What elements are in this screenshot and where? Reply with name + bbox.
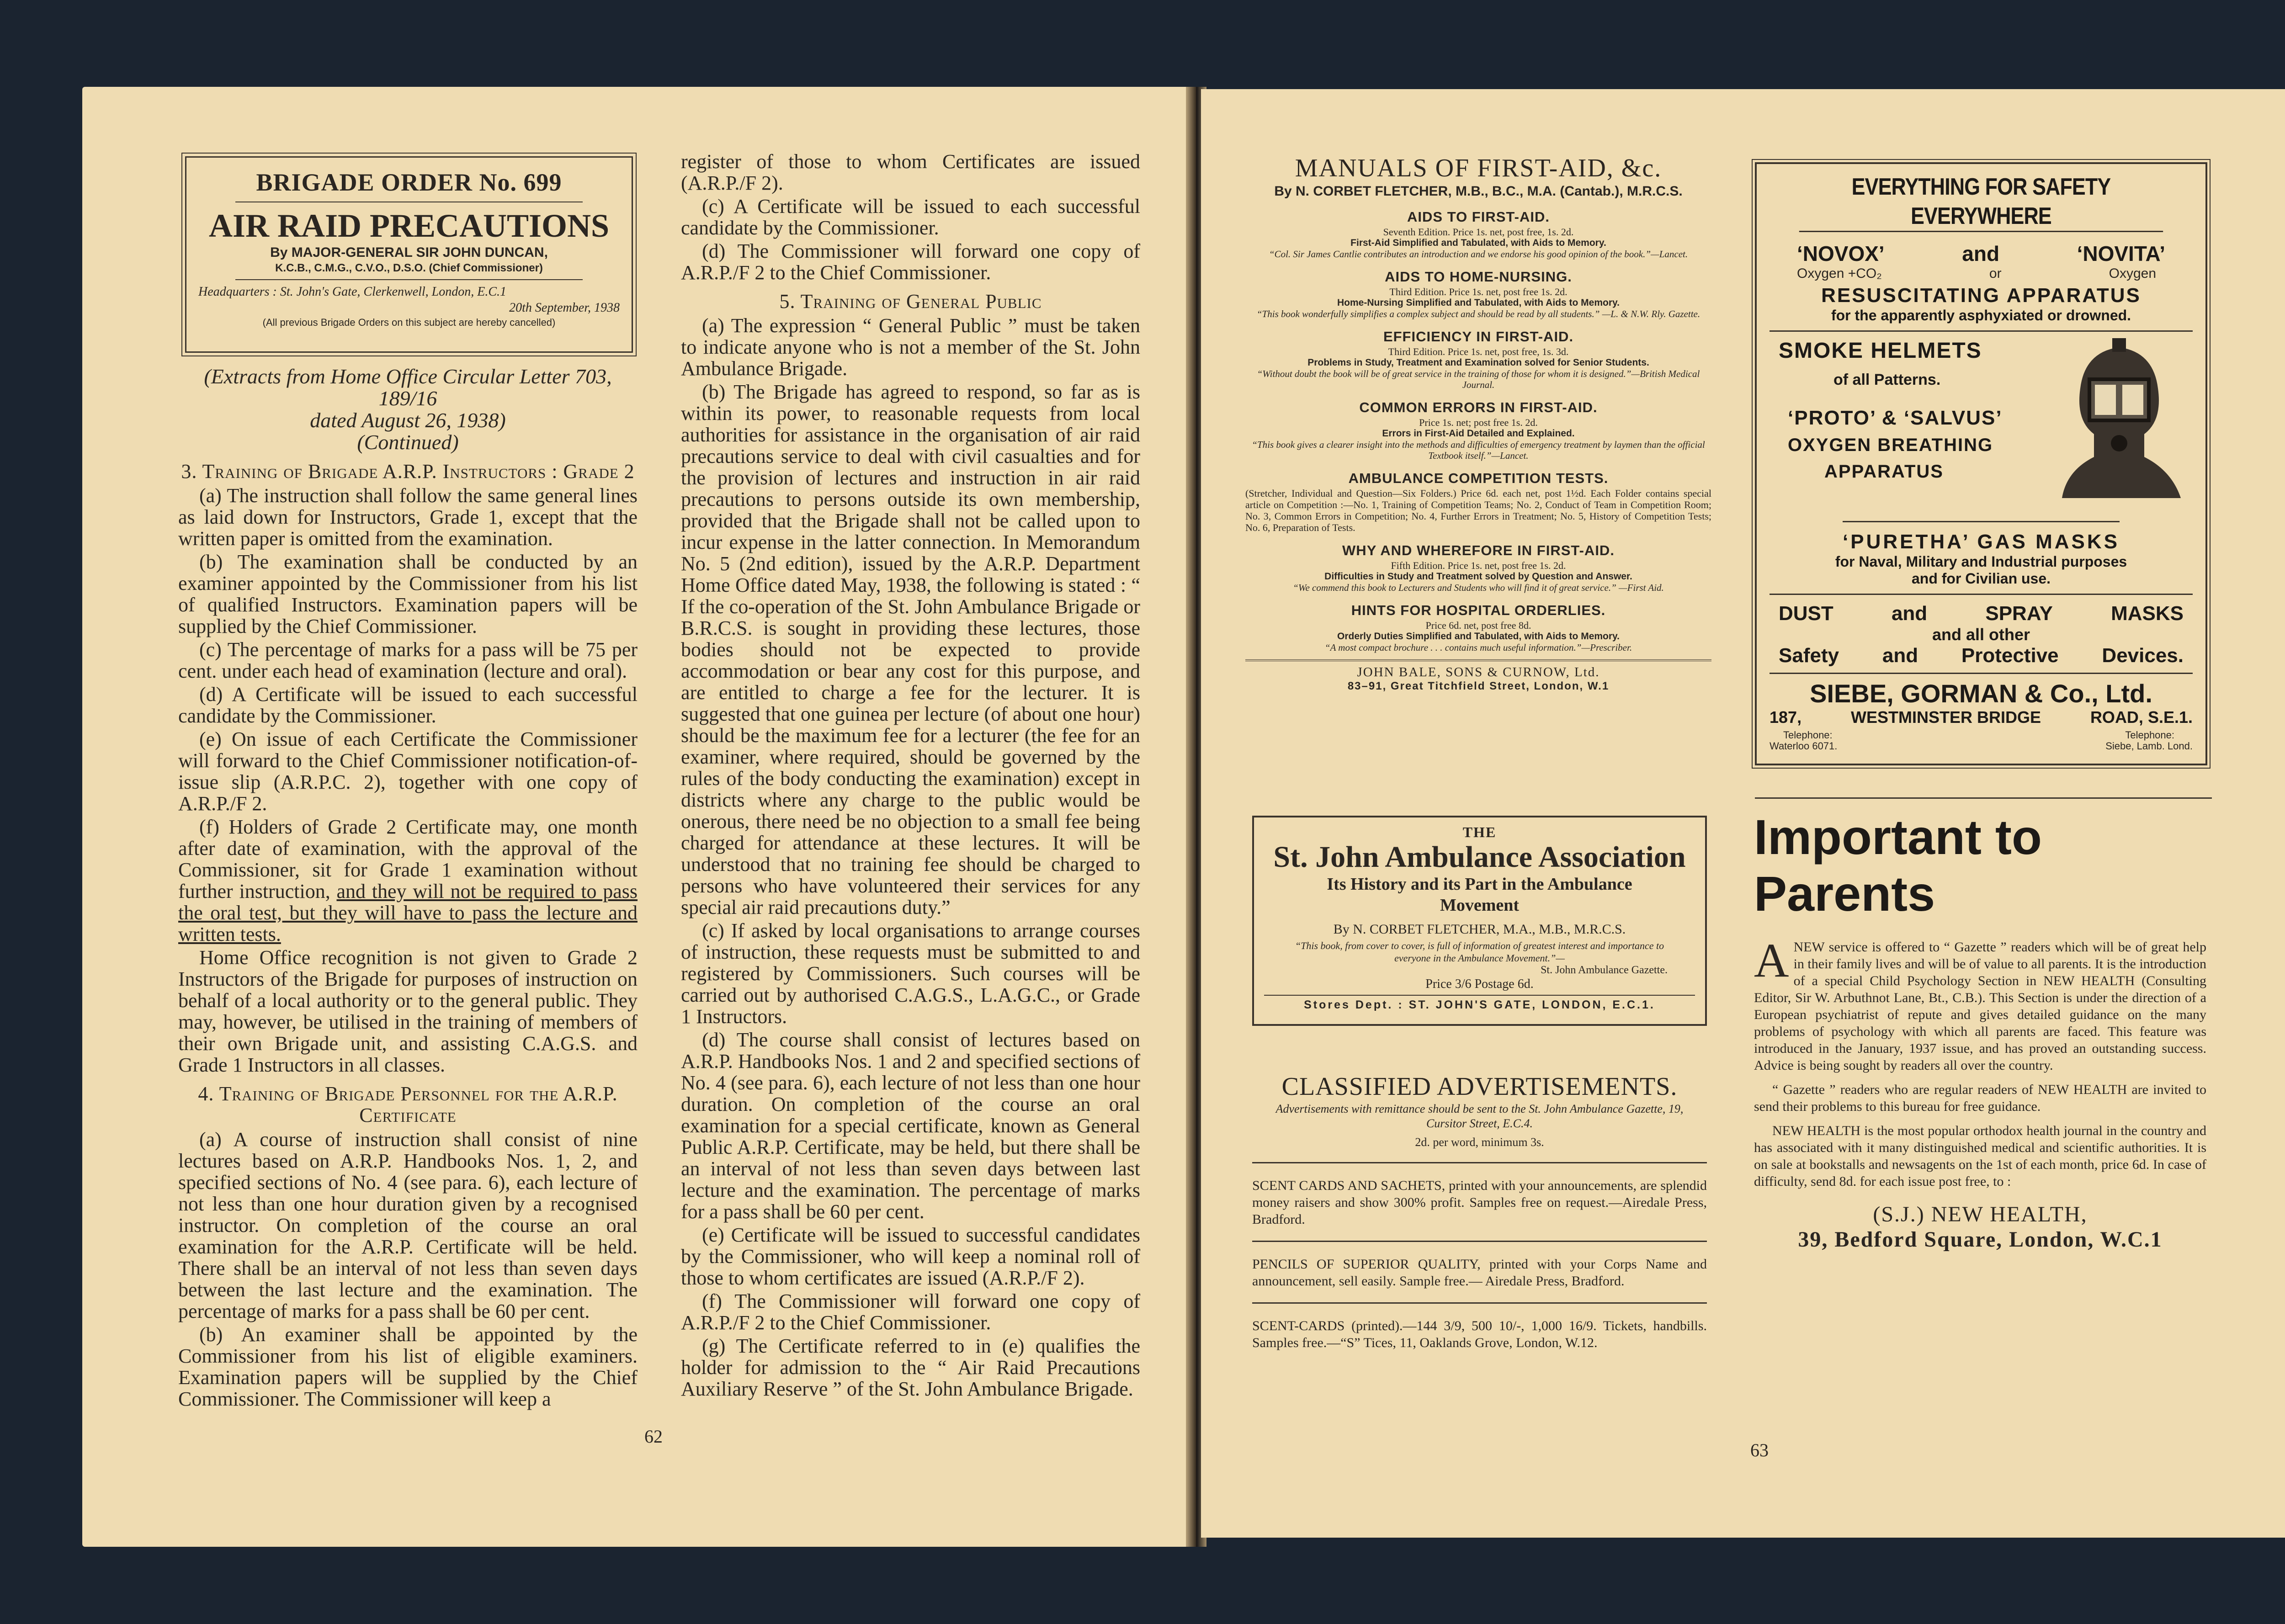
paragraph-text: (f) Holders of Grade 2 Certificate may, one month after date of examination, with the approval of the Commissioner, sit for Grade 1 examination without further instruction,	[178, 816, 638, 902]
paragraph: (g) The Certificate referred to in (e) qualifies the holder for admission to the “ Air Raid Precautions Auxiliary Reserve ” of the St. John Ambulance Brigade.	[681, 1335, 1140, 1400]
telephone-label: Telephone:	[1783, 729, 1833, 741]
siebe-headline: EVERYTHING FOR SAFETY EVERYWHERE	[1799, 172, 2163, 232]
underlined-text: and they will not be required to pass the oral test, but they will have to pass the lecture and written tests.	[178, 880, 638, 945]
manual-subtitle: Home-Nursing Simplified and Tabulated, with Aids to Memory.	[1337, 297, 1620, 308]
manual-item	[1245, 602, 1711, 653]
safety-row	[1770, 644, 2193, 667]
divider	[1252, 1162, 1707, 1163]
resus-sub: for the apparently asphyxiated or drowned.	[1831, 307, 2131, 324]
and-label: and	[1891, 602, 1928, 625]
and-label: and	[1962, 242, 2000, 265]
manual-title: AIDS TO FIRST-AID.	[1407, 209, 1550, 225]
paragraph-text: NEW service is offered to “ Gazette ” readers which will be of great help in their family lives and will be of value to all parents. It is the introduction of a special Child Psychology Section in NEW HEALTH (Consulting Editor, Sir W. Arbuthnot Lane, Bt., C.B.). This Section is under the direction of a European psychiatrist of repute and gives detailed guidance on the many problems of psychology with which all parents are faced. This feature was introduced in the January, 1937 issue, and has proved an outstanding success. Advice is being sought by readers all over the country.	[1754, 939, 2206, 1073]
proto-salvus: ‘PROTO’ & ‘SALVUS’	[1788, 407, 2003, 429]
paragraph: (d) The course shall consist of lectures based on A.R.P. Handbooks Nos. 1 and 2 and specified sections of No. 4 (see para. 6), each lecture of not less than one hour duration. On completion of the course an oral examination for a special certificate, known as General Public A.R.P. Certificate, may be held, but there shall be an interval of not less than seven days between last lecture and the examination. The percentage of marks for a pass shall be 60 per cent.	[681, 1029, 1140, 1223]
divider	[1252, 1302, 1707, 1304]
helmet-section	[1770, 338, 2193, 530]
page-number-left: 62	[644, 1426, 663, 1447]
dust-label: DUST	[1779, 602, 1833, 625]
extract-line-1: (Extracts from Home Office Circular Letter 703, 189/16	[204, 365, 612, 410]
telephone-right	[2105, 730, 2193, 752]
paragraph: (a) The expression “ General Public ” must be taken to indicate anyone who is not a member of the St. John Ambulance Brigade.	[681, 314, 1140, 380]
naval: for Naval, Military and Industrial purposes	[1835, 553, 2127, 570]
manual-review: “Col. Sir James Cantlie contributes an introduction and we endorse his good opinion of the book.”—Lancet.	[1269, 249, 1688, 260]
paragraph: (a) A course of instruction shall consist of nine lectures based on A.R.P. Handbooks Nos. 1, 2, and specified sections of No. 4 (see para. 6), each lecture of not less than one hour duration given by a recognised instructor. On completion of the course an oral examination for the A.R.P. Certificate will be held. There shall be an interval of not less than seven days between the last lecture and the examination. The percentage of marks for a pass shall be 60 per cent.	[178, 1128, 638, 1322]
divider	[1245, 659, 1711, 661]
telephone-number: Waterloo 6071.	[1770, 740, 1838, 752]
manual-title: AMBULANCE COMPETITION TESTS.	[1348, 470, 1609, 486]
left-column-1	[178, 366, 638, 1412]
paragraph: (c) If asked by local organisations to arrange courses of instruction, these requests must be submitted to and registered by Commissioners. Such courses will be carried out by authorised C.A.G.S., L.A.G.C., or Grade 1 Instructors.	[681, 919, 1140, 1028]
oxygen-co2-label: Oxygen +CO₂	[1797, 266, 1882, 281]
civilian: and for Civilian use.	[1911, 570, 2051, 587]
paragraph: (b) The examination shall be conducted by an examiner appointed by the Commissioner from his list of qualified Instructors. Examination papers will be supplied by the Chief Commissioner.	[178, 551, 638, 637]
divider	[1770, 594, 2193, 595]
classified-ad: PENCILS OF SUPERIOR QUALITY, printed with your Corps Name and announcement, sell easily. Sample free.— Airedale Press, Bradford.	[1252, 1257, 1707, 1289]
sja-price: Price 3/6 Postage 6d.	[1425, 977, 1534, 991]
manual-price: Fifth Edition. Price 1s. net, post free 1s. 2d.	[1391, 560, 1566, 571]
manuals-publisher: JOHN BALE, SONS & CURNOW, Ltd.	[1357, 665, 1600, 679]
manual-item	[1245, 470, 1711, 533]
novox-row	[1770, 241, 2193, 266]
parents-headline-2: Parents	[1754, 866, 1935, 921]
oxygen-row	[1770, 266, 2193, 281]
parents-ad	[1754, 809, 2206, 1252]
masks-label: MASKS	[2111, 602, 2184, 625]
manual-title: AIDS TO HOME-NURSING.	[1385, 269, 1572, 285]
brigade-order-box	[185, 156, 633, 353]
manual-price: Third Edition. Price 1s. net, post free 1s. 2d.	[1389, 286, 1568, 297]
paragraph: (a) The instruction shall follow the same general lines as laid down for Instructors, Grade 1, except that the written paper is omitted from the examination.	[178, 484, 638, 550]
paragraph: Home Office recognition is not given to Grade 2 Instructors of the Brigade for purposes of instruction on behalf of a local authority or to the general public. They may, however, be utilised in the training of members of their own Brigade unit, and assisting C.A.G.S. and Grade 1 Instructors in all classes.	[178, 946, 638, 1076]
paragraph: (d) The Commissioner will forward one copy of A.R.P./F 2 to the Chief Commissioner.	[681, 240, 1140, 284]
brigade-order-honours: K.C.B., C.M.G., C.V.O., D.S.O. (Chief Commissioner)	[275, 262, 543, 274]
sja-title: St. John Ambulance Association	[1273, 840, 1686, 874]
manuals-title: MANUALS OF FIRST-AID, &c.	[1295, 154, 1662, 182]
classified-note: Advertisements with remittance should be sent to the St. John Ambulance Gazette, 19, Cursitor Street, E.C.4.	[1275, 1102, 1684, 1130]
siebe-gorman-ad	[1755, 162, 2207, 765]
manual-price: (Stretcher, Individual and Question—Six Folders.) Price 6d. each net, post 1½d. Each Folder contains special article on Competition :—No. 1, Training of Competition Teams; No. 2, Conduct of Team in Competition Room; No. 3, Common Errors in Competition; No. 4, Further Errors in Treatment; No. 5, History of Competition Tests; No. 6, Preparation of Tests.	[1245, 488, 1711, 533]
safety-label: Safety	[1779, 644, 1839, 667]
street-name: WESTMINSTER BRIDGE	[1851, 708, 2041, 727]
manual-item	[1245, 329, 1711, 390]
smoke-sub: of all Patterns.	[1833, 371, 1941, 388]
siebe-telephones	[1770, 730, 2193, 752]
manual-price: Seventh Edition. Price 1s. net, post free, 1s. 2d.	[1383, 226, 1574, 238]
paragraph: (c) A Certificate will be issued to each successful candidate by the Commissioner.	[681, 195, 1140, 239]
sja-quote: “This book, from cover to cover, is full of information of greatest interest and importance to everyone in the Ambulance Movement.”—	[1295, 940, 1664, 964]
section-4-heading: 4. Training of Brigade Personnel for the A.R.P. Certificate	[198, 1083, 618, 1126]
paragraph	[178, 816, 638, 945]
devices-label: Devices.	[2102, 644, 2184, 667]
classified-title: CLASSIFIED ADVERTISEMENTS.	[1281, 1072, 1678, 1101]
parents-name: (S.J.) NEW HEALTH,	[1873, 1202, 2088, 1226]
brigade-order-note: (All previous Brigade Orders on this subject are hereby cancelled)	[262, 317, 556, 328]
paragraph: register of those to whom Certificates are issued (A.R.P./F 2).	[681, 150, 1140, 194]
parents-headline-1: Important to	[1754, 809, 2042, 865]
manual-item	[1245, 209, 1711, 260]
divider	[1264, 995, 1695, 996]
classified-ad: SCENT CARDS AND SACHETS, printed with your announcements, are splendid money raisers and show 300% profit. Samples free on request.—Airedale Press, Bradford.	[1252, 1178, 1707, 1227]
classified-section	[1252, 1072, 1707, 1351]
smoke-helmet-illustration	[2044, 334, 2195, 498]
manual-title: COMMON ERRORS IN FIRST-AID.	[1359, 399, 1598, 415]
telephone-label: Telephone:	[2125, 729, 2174, 741]
sja-stores: Stores Dept. : ST. JOHN'S GATE, LONDON, E.C.1.	[1304, 998, 1655, 1011]
or-label: or	[1989, 266, 2002, 281]
resus-title: RESUSCITATING APPARATUS	[1821, 284, 2141, 307]
sja-author: By N. CORBET FLETCHER, M.A., M.B., M.R.C.S.	[1333, 922, 1626, 937]
parents-paragraph-1	[1754, 934, 2206, 1074]
puretha: ‘PURETHA’ GAS MASKS	[1843, 531, 2120, 553]
manual-subtitle: First-Aid Simplified and Tabulated, with Aids to Memory.	[1350, 238, 1606, 248]
smoke-helmets: SMOKE HELMETS	[1779, 339, 1982, 363]
manual-item	[1245, 542, 1711, 593]
brigade-order-hq: Headquarters : St. John's Gate, Clerkenwell, London, E.C.1	[198, 285, 507, 299]
telephone-left	[1770, 730, 1837, 752]
all-other: and all other	[1932, 625, 2030, 644]
manual-review: “Without doubt the book will be of great service in the training of those for whom it is designed.”—British Medical Journal.	[1257, 368, 1700, 390]
manuals-author: By N. CORBET FLETCHER, M.B., B.C., M.A. (Cantab.), M.R.C.S.	[1274, 184, 1683, 199]
and-label: and	[1882, 644, 1918, 667]
manuals-address: 83–91, Great Titchfield Street, London, W.1	[1347, 680, 1610, 692]
page-number-right: 63	[1750, 1440, 1769, 1460]
sja-quote-source: St. John Ambulance Gazette.	[1541, 964, 1668, 976]
novita-label: ‘NOVITA’	[2077, 242, 2165, 265]
spray-label: SPRAY	[1985, 602, 2053, 625]
manual-title: WHY AND WHEREFORE IN FIRST-AID.	[1342, 542, 1615, 558]
sja-subtitle: Its History and its Part in the Ambulance Movement	[1327, 875, 1632, 915]
manual-subtitle: Problems in Study, Treatment and Examination solved for Senior Students.	[1307, 357, 1649, 368]
manual-price: Price 1s. net; post free 1s. 2d.	[1419, 417, 1538, 428]
manual-review: “This book wonderfully simplifies a complex subject and should be read by all students.” —L. & N.W. Rly. Gazette.	[1256, 308, 1700, 319]
apparatus: APPARATUS	[1824, 462, 1944, 482]
manual-item	[1245, 399, 1711, 461]
paragraph: (d) A Certificate will be issued to each successful candidate by the Commissioner.	[178, 683, 638, 727]
brigade-order-title: AIR RAID PRECAUTIONS	[208, 207, 610, 244]
manual-review: “We commend this book to Lecturers and Students who will find it of great service.” —First Aid.	[1293, 582, 1664, 593]
protective-label: Protective	[1961, 644, 2059, 667]
street-number: 187,	[1770, 708, 1802, 727]
classified-rate: 2d. per word, minimum 3s.	[1415, 1136, 1544, 1149]
extract-heading	[178, 366, 638, 453]
paragraph: (e) On issue of each Certificate the Commissioner will forward to the Chief Commissioner notification-of-issue slip (A.R.P.C. 2), together with one copy of A.R.P./F 2.	[178, 728, 638, 815]
manual-subtitle: Difficulties in Study and Treatment solved by Question and Answer.	[1324, 571, 1632, 582]
novox-label: ‘NOVOX’	[1797, 242, 1885, 265]
divider	[235, 279, 583, 280]
divider	[1770, 330, 2193, 332]
telephone-number: Siebe, Lamb. Lond.	[2105, 740, 2193, 752]
manual-subtitle: Errors in First-Aid Detailed and Explained.	[1382, 428, 1575, 439]
manual-item	[1245, 269, 1711, 319]
parents-paragraph-3: NEW HEALTH is the most popular orthodox health journal in the country and has associated with it many distinguished medical and scientific authorities. It is on sale at bookstalls and newsagents on the 1st of each month, price 6d. In case of difficulty, send 8d. for each issue post free, to :	[1754, 1123, 2206, 1189]
manual-price: Third Edition. Price 1s. net, post free, 1s. 3d.	[1388, 346, 1569, 357]
classified-ad: SCENT-CARDS (printed).—144 3/9, 500 10/-, 1,000 16/9. Tickets, handbills. Samples free.—“S” Tices, 11, Oaklands Grove, London, W.12.	[1252, 1318, 1707, 1350]
divider	[1252, 1241, 1707, 1242]
manuals-ad	[1245, 153, 1711, 693]
sja-book-ad	[1252, 816, 1707, 1026]
brigade-order-date: 20th September, 1938	[509, 301, 620, 315]
section-5-heading: 5. Training of General Public	[779, 290, 1042, 313]
breathing: OXYGEN BREATHING	[1788, 435, 1993, 455]
paragraph: (b) The Brigade has agreed to respond, so far as is within its power, to reasonable requests from local authorities for assistance in the organisation of air raid precautions service to deal with civil casualties and for the provision of lectures and instruction in air raid precautions to persons outside its own membership, provided that the Brigade shall not be called upon to incur expense in the latter connection. In Memorandum No. 5 (2nd edition), issued by the A.R.P. Department Home Office dated May, 1938, the following is stated : “ If the co-operation of the St. John Ambulance Brigade or B.R.C.S. is sought in providing these lectures, those bodies should not be expected to provide accommodation or bear any cost for this purpose, and are entitled to charge a fee for the lecturer. It is suggested that one guinea per lecture (of about one hour) should be the maximum fee for a lecturer (the fee for an examiner, where required, should be governed by the rules of the body conducting the examination) except in districts where any charge to the public would be onerous, there need be no objection to a small fee being charged for attendance at these lectures. It will be understood that no training fee should be charged to persons who have volunteered their services for any special air raid precautions duty.”	[681, 381, 1140, 918]
section-3-heading: 3. Training of Brigade A.R.P. Instructors : Grade 2	[181, 460, 635, 483]
paragraph: (f) The Commissioner will forward one copy of A.R.P./F 2 to the Chief Commissioner.	[681, 1290, 1140, 1334]
left-column-2	[681, 151, 1140, 1401]
divider	[1755, 797, 2212, 799]
manual-subtitle: Orderly Duties Simplified and Tabulated, with Aids to Memory.	[1337, 631, 1620, 642]
sja-the: THE	[1462, 824, 1497, 840]
brigade-order-number: BRIGADE ORDER No. 699	[256, 169, 562, 196]
siebe-company: SIEBE, GORMAN & Co., Ltd.	[1810, 679, 2152, 708]
paragraph: (e) Certificate will be issued to successful candidates by the Commissioner, who will keep a nominal roll of those to whom certificates are issued (A.R.P./F 2).	[681, 1224, 1140, 1289]
extract-line-3: (Continued)	[357, 430, 459, 454]
dust-row	[1770, 602, 2193, 625]
siebe-address	[1770, 708, 2193, 727]
oxygen-label: Oxygen	[2109, 266, 2156, 281]
manual-title: HINTS FOR HOSPITAL ORDERLIES.	[1351, 602, 1606, 618]
divider	[1770, 673, 2193, 674]
parents-address: 39, Bedford Square, London, W.C.1	[1798, 1227, 2163, 1252]
paragraph: (c) The percentage of marks for a pass will be 75 per cent. under each head of examination (lecture and oral).	[178, 638, 638, 682]
manual-review: “A most compact brochure . . . contains much useful information.”—Prescriber.	[1324, 642, 1632, 653]
manual-review: “This book gives a clearer insight into the methods and difficulties of emergency treatment by laymen than the official Textbook itself.”—Lancet.	[1252, 439, 1705, 461]
manuals-list	[1245, 209, 1711, 653]
extract-line-2: dated August 26, 1938)	[310, 409, 506, 432]
manual-title: EFFICIENCY IN FIRST-AID.	[1383, 329, 1574, 345]
road-name: ROAD, S.E.1.	[2090, 708, 2193, 727]
parents-paragraph-2: “ Gazette ” readers who are regular readers of NEW HEALTH are invited to send their problems to this bureau for free guidance.	[1754, 1082, 2206, 1114]
manual-price: Price 6d. net, post free 8d.	[1425, 620, 1531, 631]
paragraph: (b) An examiner shall be appointed by the Commissioner from his list of eligible examiners. Examination papers will be supplied by the Chief Commissioner. The Commissioner will keep a	[178, 1323, 638, 1410]
brigade-order-author: By MAJOR-GENERAL SIR JOHN DUNCAN,	[270, 245, 548, 260]
drop-cap: A	[1754, 934, 1789, 987]
